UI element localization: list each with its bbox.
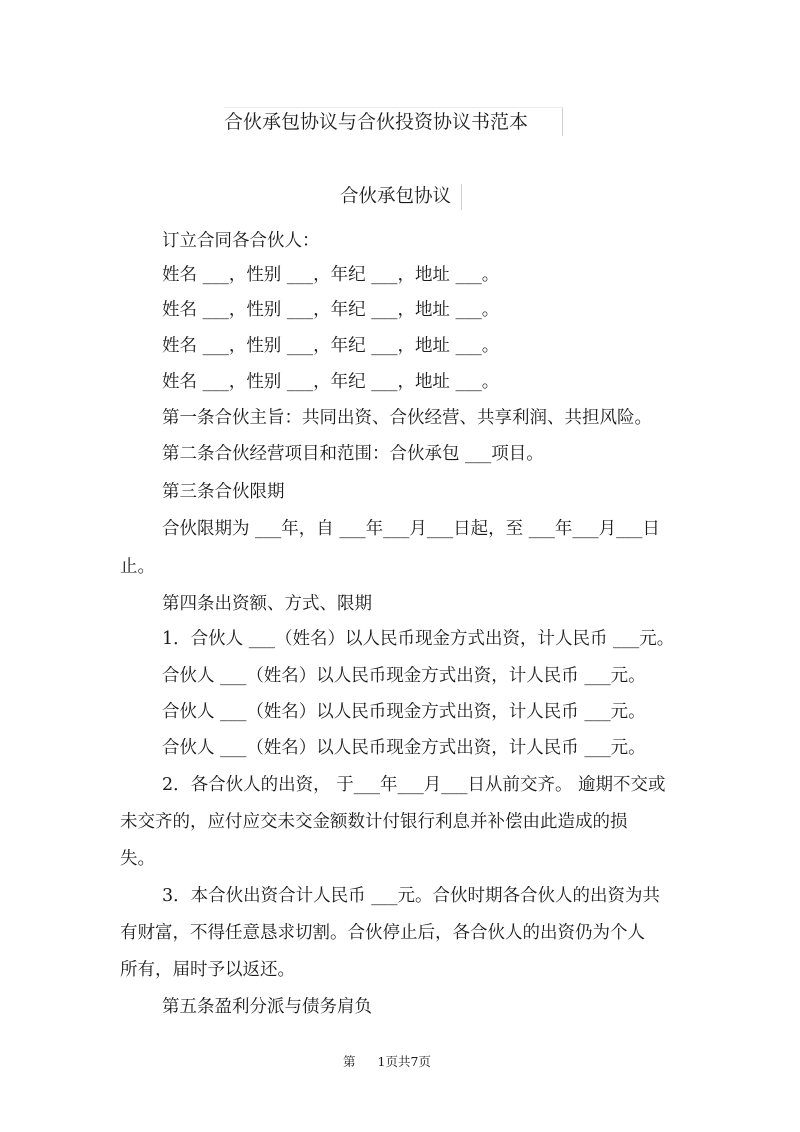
paragraph-line: 1．合伙人 ___（姓名）以人民币现金方式出资，计人民币 ___元。 <box>162 629 675 649</box>
paragraph-line: 有财富，不得任意恳求切割。合伙停止后，各合伙人的出资仍为个人 <box>120 923 645 943</box>
paragraph-line: 合伙人 ___（姓名）以人民币现金方式出资，计人民币 ___元。 <box>162 738 646 758</box>
paragraph-line: 姓名 ___，性别 ___，年纪 ___，地址 ___。 <box>162 265 500 285</box>
paragraph-line: 第四条出资额、方式、限期 <box>162 594 372 614</box>
paragraph-line: 合伙限期为 ___年，自 ___年___月___日起，至 ___年___月___日 <box>162 519 660 539</box>
paragraph-line: 第一条合伙主旨：共同出资、合伙经营、共享利润、共担风险。 <box>162 408 652 428</box>
paragraph-line: 所有，届时予以返还。 <box>120 960 295 980</box>
paragraph-line: 3．本合伙出资合计人民币 ___元。合伙时期各合伙人的出资为共 <box>162 886 660 906</box>
paragraph-line: 失。 <box>120 849 155 869</box>
paragraph-line: 姓名 ___，性别 ___，年纪 ___，地址 ___。 <box>162 336 500 356</box>
page-number-prefix: 第 <box>343 1054 356 1069</box>
paragraph-line: 第五条盈利分派与债务肩负 <box>162 997 372 1017</box>
paragraph-line: 未交齐的，应付应交未交金额数计付银行利息并补偿由此造成的损 <box>120 812 628 832</box>
paragraph-line: 姓名 ___，性别 ___，年纪 ___，地址 ___。 <box>162 372 500 392</box>
paragraph-line: 2．各合伙人的出资， 于___年___月___日从前交齐。 逾期不交或 <box>162 775 666 795</box>
page-number: 1页共7页 <box>377 1054 431 1069</box>
paragraph-line: 合伙人 ___（姓名）以人民币现金方式出资，计人民币 ___元。 <box>162 666 646 686</box>
paragraph-line: 订立合同各合伙人： <box>162 231 320 251</box>
document-subtitle: 合伙承包协议 <box>340 184 462 210</box>
paragraph-line: 合伙人 ___（姓名）以人民币现金方式出资，计人民币 ___元。 <box>162 702 646 722</box>
page-footer <box>343 1052 431 1070</box>
paragraph-line: 第三条合伙限期 <box>162 482 285 502</box>
document-title: 合伙承包协议与合伙投资协议书范本 <box>224 107 563 136</box>
paragraph-line: 姓名 ___，性别 ___，年纪 ___，地址 ___。 <box>162 300 500 320</box>
paragraph-line: 止。 <box>120 557 155 577</box>
paragraph-line: 第二条合伙经营项目和范围：合伙承包 ___项目。 <box>162 444 544 464</box>
